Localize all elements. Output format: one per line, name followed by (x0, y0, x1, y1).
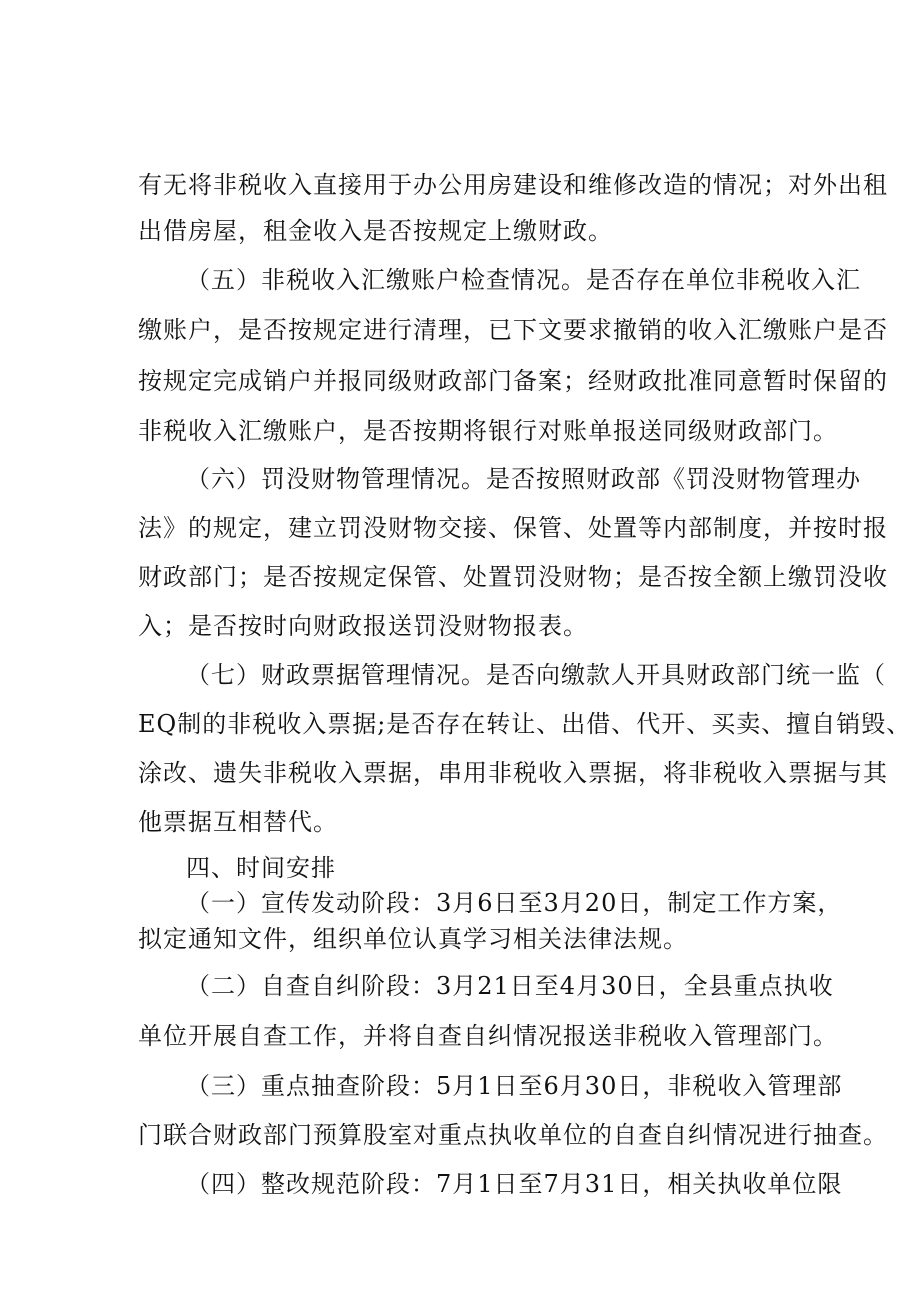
schedule-item-3: （三）重点抽查阶段：5月1日至6月30日，非税收入管理部 (186, 1072, 843, 1100)
schedule-item-2: （二）自查自纠阶段：3月21日至4月30日，全县重点执收 (186, 972, 834, 1000)
paragraph-heading-7: （七）财政票据管理情况。是否向缴款人开具财政部门统一监（ (186, 661, 886, 689)
text-line: 法》的规定，建立罚没财物交接、保管、处置等内部制度，并按时报 (138, 514, 888, 542)
text-line: 单位开展自查工作，并将自查自纠情况报送非税收入管理部门。 (138, 1022, 838, 1050)
paragraph-heading-5: （五）非税收入汇缴账户检查情况。是否存在单位非税收入汇 (186, 266, 861, 294)
text-line: EQ制的非税收入票据;是否存在转让、出借、代开、买卖、擅自销毁、 (138, 710, 912, 738)
text-line: 涂改、遗失非税收入票据，串用非税收入票据，将非税收入票据与其 (138, 759, 888, 787)
schedule-item-4: （四）整改规范阶段：7月1日至7月31日，相关执收单位限 (186, 1170, 843, 1198)
text-line: 拟定通知文件，组织单位认真学习相关法律法规。 (138, 925, 688, 953)
text-line: 非税收入汇缴账户，是否按期将银行对账单报送同级财政部门。 (138, 417, 838, 445)
text-line: 缴账户，是否按规定进行清理，已下文要求撤销的收入汇缴账户是否 (138, 316, 888, 344)
text-line: 有无将非税收入直接用于办公用房建设和维修改造的情况；对外出租 (138, 171, 888, 199)
section-heading: 四、时间安排 (186, 854, 336, 882)
text-line: 他票据互相替代。 (138, 808, 338, 836)
text-line: 门联合财政部门预算股室对重点执收单位的自查自纠情况进行抽查。 (138, 1121, 888, 1149)
text-line: 入；是否按时向财政报送罚没财物报表。 (138, 612, 588, 640)
text-line: 出借房屋，租金收入是否按规定上缴财政。 (138, 217, 613, 245)
text-line: 财政部门；是否按规定保管、处置罚没财物；是否按全额上缴罚没收 (138, 563, 888, 591)
text-line: 按规定完成销户并报同级财政部门备案；经财政批准同意暂时保留的 (138, 367, 888, 395)
paragraph-heading-6: （六）罚没财物管理情况。是否按照财政部《罚没财物管理办 (186, 465, 861, 493)
schedule-item-1: （一）宣传发动阶段：3月6日至3月20日，制定工作方案， (186, 889, 843, 917)
